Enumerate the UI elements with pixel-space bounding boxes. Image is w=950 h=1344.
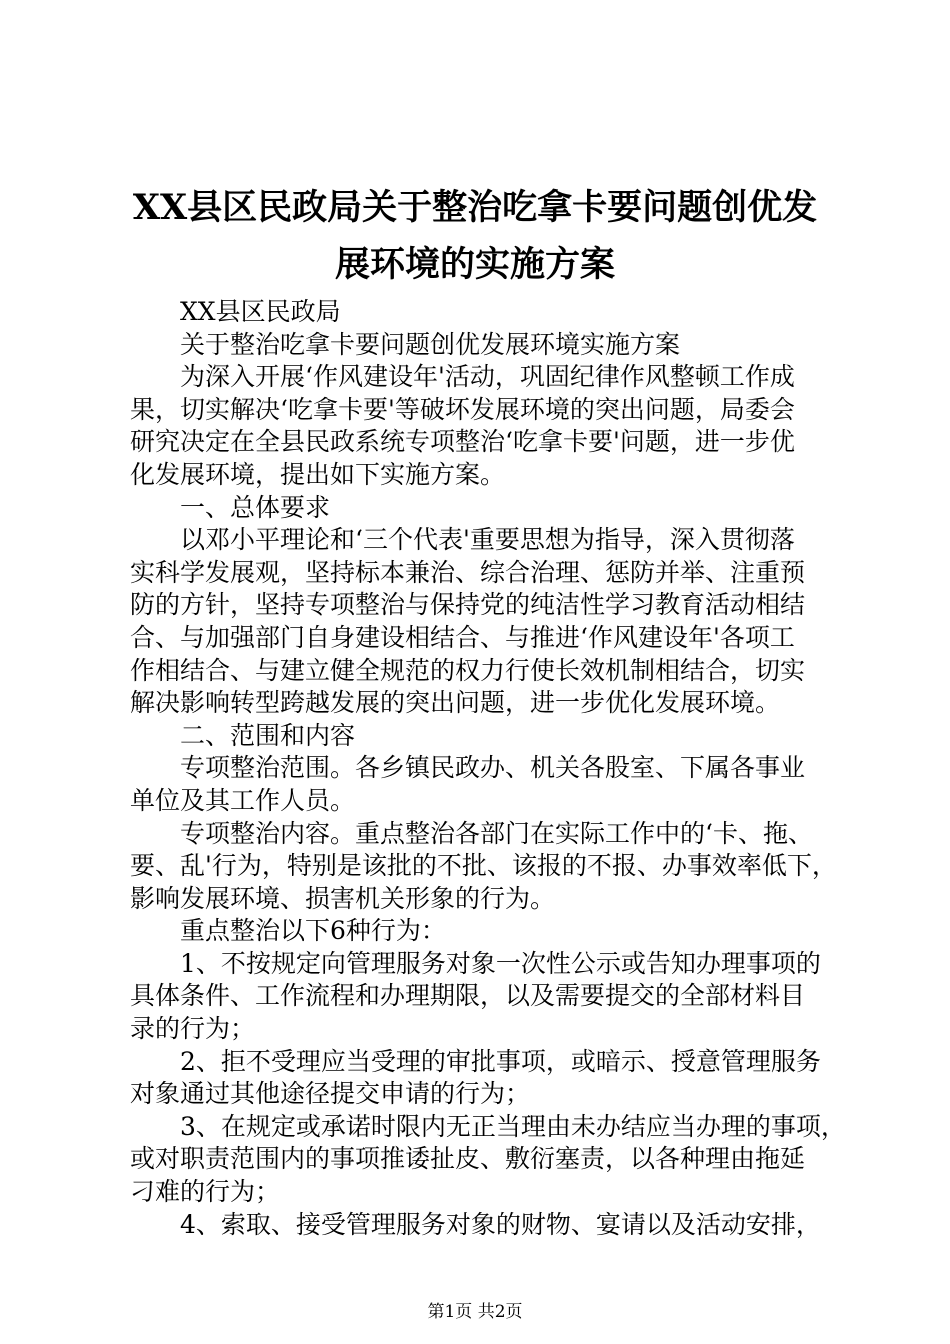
body-line: 实科学发展观，坚持标本兼治、综合治理、惩防并举、注重预 bbox=[130, 557, 806, 587]
body-line: 研究决定在全县民政系统专项整治‘吃拿卡要'问题，进一步优 bbox=[130, 427, 795, 457]
list-item-line: 4、索取、接受管理服务对象的财物、宴请以及活动安排， bbox=[180, 1209, 821, 1239]
list-item-line: 3、在规定或承诺时限内无正当理由未办结应当办理的事项， bbox=[180, 1111, 846, 1141]
body-line: XX县区民政局 bbox=[180, 297, 341, 326]
body-line: 重点整治以下6种行为： bbox=[180, 916, 446, 946]
body-line: 合、与加强部门自身建设相结合、与推进‘作风建设年'各项工 bbox=[130, 622, 795, 652]
body-line: 专项整治范围。各乡镇民政办、机关各股室、下属各事业 bbox=[180, 753, 806, 783]
body-line: 要、乱'行为，特别是该批的不批、该报的不报、办事效率低下， bbox=[130, 851, 837, 881]
document-body bbox=[130, 296, 846, 1241]
list-item-line: 录的行为； bbox=[130, 1014, 256, 1044]
section-heading: 一、总体要求 bbox=[180, 492, 331, 522]
list-item-line: 具体条件、工作流程和办理期限，以及需要提交的全部材料目 bbox=[130, 981, 806, 1011]
document-title-line-1: XX县区民政局关于整治吃拿卡要问题创优发 bbox=[132, 187, 818, 228]
list-item-line: 对象通过其他途径提交申请的行为； bbox=[130, 1079, 531, 1109]
document-title-line-2: 展环境的实施方案 bbox=[334, 244, 615, 285]
body-line: 以邓小平理论和‘三个代表'重要思想为指导，深入贯彻落 bbox=[180, 525, 795, 555]
body-line: 专项整治内容。重点整治各部门在实际工作中的‘卡、拖、 bbox=[180, 818, 813, 848]
body-line: 作相结合、与建立健全规范的权力行使长效机制相结合，切实 bbox=[130, 655, 806, 685]
body-line: 解决影响转型跨越发展的突出问题，进一步优化发展环境。 bbox=[130, 688, 781, 718]
body-line: 单位及其工作人员。 bbox=[130, 785, 356, 815]
list-item-line: 2、拒不受理应当受理的审批事项，或暗示、授意管理服务 bbox=[180, 1046, 821, 1076]
body-line: 果，切实解决‘吃拿卡要'等破坏发展环境的突出问题，局委会 bbox=[130, 394, 795, 424]
body-line: 影响发展环境、损害机关形象的行为。 bbox=[130, 883, 556, 913]
list-item-line: 或对职责范围内的事项推诿扯皮、敷衍塞责，以各种理由拖延 bbox=[130, 1144, 806, 1174]
body-line: 化发展环境，提出如下实施方案。 bbox=[130, 459, 506, 489]
body-line: 防的方针，坚持专项整治与保持党的纯洁性学习教育活动相结 bbox=[130, 590, 806, 620]
list-item-line: 1、不按规定向管理服务对象一次性公示或告知办理事项的 bbox=[180, 948, 821, 978]
body-line: 为深入开展‘作风建设年'活动，巩固纪律作风整顿工作成 bbox=[180, 362, 795, 392]
body-line: 关于整治吃拿卡要问题创优发展环境实施方案 bbox=[180, 329, 681, 359]
section-heading: 二、范围和内容 bbox=[180, 720, 356, 750]
list-item-line: 刁难的行为； bbox=[130, 1177, 281, 1207]
page-footer: 第1页 共2页 bbox=[427, 1302, 523, 1322]
